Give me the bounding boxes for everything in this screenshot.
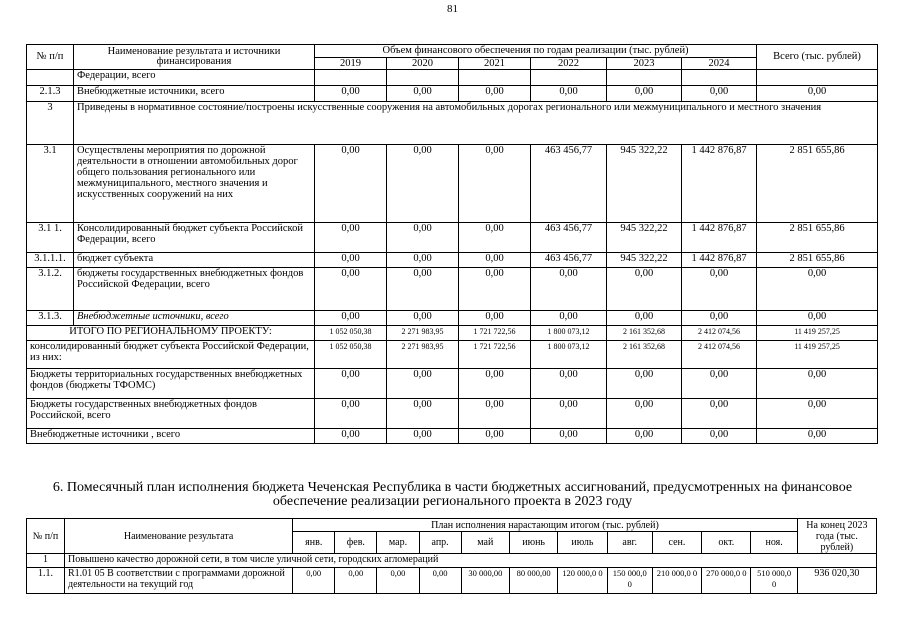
value-cell: 0,00: [607, 369, 682, 399]
table-row: [27, 70, 878, 86]
value-cell: 0,00: [607, 268, 682, 311]
value-cell: 11 419 257,25: [757, 341, 878, 369]
table-row: [27, 268, 878, 311]
col-header-month: май: [461, 532, 509, 554]
value-cell: 0,00: [459, 429, 531, 444]
value-cell: 0,00: [531, 86, 607, 102]
value-cell: 2 851 655,86: [757, 223, 878, 253]
value-cell: 0,00: [531, 311, 607, 326]
value-cell: 2 161 352,68: [607, 341, 682, 369]
value-cell: 0,00: [315, 429, 387, 444]
value-cell: 945 322,22: [607, 253, 682, 268]
col-header-month: авг.: [607, 532, 652, 554]
value-cell: 2 412 074,56: [682, 341, 757, 369]
value-cell: 0,00: [531, 429, 607, 444]
value-cell: 0,00: [315, 399, 387, 429]
row-number: 3.1.1.1.: [27, 253, 74, 268]
table-row: [27, 554, 877, 568]
value-cell: 2 412 074,56: [682, 326, 757, 341]
month-value: 210 000,0 0: [652, 568, 701, 594]
value-cell: 1 800 073,12: [531, 341, 607, 369]
value-cell: 0,00: [387, 369, 459, 399]
month-value: 120 000,0 0: [558, 568, 607, 594]
value-cell: 0,00: [607, 429, 682, 444]
month-value: 510 000,0 0: [751, 568, 797, 594]
value-cell: 2 851 655,86: [757, 145, 878, 223]
col-header-month: июль: [558, 532, 607, 554]
row-name: R1.01 05 В соответствии с программами дорожной деятельности на текущий год: [65, 568, 293, 594]
value-cell: 0,00: [387, 223, 459, 253]
row-number: 3.1.3.: [27, 311, 74, 326]
value-cell: 2 851 655,86: [757, 253, 878, 268]
month-value: 270 000,0 0: [702, 568, 751, 594]
value-cell: 0,00: [387, 86, 459, 102]
row-number: 3.1: [27, 145, 74, 223]
summary-row: [27, 429, 878, 444]
summary-label: Бюджеты территориальных государственных внебюджетных фондов (бюджеты ТФОМС): [27, 369, 315, 399]
col-header-end: На конец 2023 года (тыс. рублей): [797, 519, 876, 554]
row-name: Консолидированный бюджет субъекта Российской Федерации, всего: [74, 223, 315, 253]
month-value: 80 000,00: [509, 568, 557, 594]
summary-row: [27, 399, 878, 429]
section-heading: Приведены в нормативное состояние/построены искусственные сооружения на автомобильных дорогах регионального или межмуниципального и местного значения: [74, 102, 878, 145]
summary-row: [27, 326, 878, 341]
value-cell: 0,00: [315, 145, 387, 223]
summary-row: [27, 341, 878, 369]
col-header-name: Наименование результата: [65, 519, 293, 554]
value-cell: 1 800 073,12: [531, 326, 607, 341]
value-cell: 0,00: [459, 86, 531, 102]
table-row: [27, 223, 878, 253]
row-name: Внебюджетные источники, всего: [74, 86, 315, 102]
value-cell: 0,00: [315, 369, 387, 399]
value-cell: 0,00: [531, 268, 607, 311]
value-cell: 945 322,22: [607, 145, 682, 223]
value-cell: 0,00: [682, 268, 757, 311]
month-value: 150 000,0 0: [607, 568, 652, 594]
col-header-group: Объем финансового обеспечения по годам реализации (тыс. рублей): [315, 45, 757, 58]
table-row: [27, 311, 878, 326]
value-cell: 0,00: [757, 399, 878, 429]
month-value: 30 000,00: [461, 568, 509, 594]
value-cell: 0,00: [607, 311, 682, 326]
col-header-year: 2020: [387, 58, 459, 70]
row-name: Внебюджетные источники, всего: [74, 311, 315, 326]
table-row: [27, 253, 878, 268]
value-cell: 0,00: [682, 369, 757, 399]
value-cell: 0,00: [607, 399, 682, 429]
value-cell: 1 442 876,87: [682, 223, 757, 253]
value-cell: 2 271 983,95: [387, 326, 459, 341]
col-header-year: 2024: [682, 58, 757, 70]
summary-label: ИТОГО ПО РЕГИОНАЛЬНОМУ ПРОЕКТУ:: [27, 326, 315, 341]
value-cell: 0,00: [387, 399, 459, 429]
value-cell: 1 052 050,38: [315, 341, 387, 369]
row-name: бюджет субъекта: [74, 253, 315, 268]
value-cell: 0,00: [459, 268, 531, 311]
value-cell: 0,00: [757, 429, 878, 444]
col-header-group: План исполнения нарастающим итогом (тыс. рублей): [293, 519, 798, 532]
value-cell: 0,00: [607, 86, 682, 102]
value-cell: 0,00: [459, 369, 531, 399]
value-cell: 463 456,77: [531, 253, 607, 268]
value-cell: 0,00: [387, 311, 459, 326]
summary-label: Внебюджетные источники , всего: [27, 429, 315, 444]
value-cell: 11 419 257,25: [757, 326, 878, 341]
col-header-num: № п/п: [27, 45, 74, 70]
value-cell: 0,00: [315, 268, 387, 311]
row-number: 3: [27, 102, 74, 145]
table-row: [27, 86, 878, 102]
summary-row: [27, 369, 878, 399]
col-header-num: № п/п: [27, 519, 65, 554]
row-number: 1: [27, 554, 65, 568]
col-header-name: Наименование результата и источники финансирования: [74, 45, 315, 70]
value-cell: 0,00: [459, 223, 531, 253]
value-cell: 0,00: [387, 429, 459, 444]
value-cell: 0,00: [387, 253, 459, 268]
value-cell: 0,00: [682, 311, 757, 326]
year-end-value: 936 020,30: [797, 568, 876, 594]
value-cell: 0,00: [531, 399, 607, 429]
value-cell: 0,00: [315, 311, 387, 326]
col-header-total: Всего (тыс. рублей): [757, 45, 878, 70]
col-header-month: фев.: [335, 532, 377, 554]
row-number: 3.1.2.: [27, 268, 74, 311]
value-cell: 1 442 876,87: [682, 145, 757, 223]
summary-label: консолидированный бюджет субъекта Российской Федерации, из них:: [27, 341, 315, 369]
value-cell: 2 271 983,95: [387, 341, 459, 369]
value-cell: 0,00: [757, 311, 878, 326]
col-header-year: 2019: [315, 58, 387, 70]
row-name: Осуществлены мероприятия по дорожной деятельности в отношении автомобильных дорог общего пользования регионального или межмуниципального, местного значения и искусственных сооружений на них: [74, 145, 315, 223]
value-cell: 0,00: [459, 311, 531, 326]
section-title: 6. Помесячный план исполнения бюджета Чеченская Республика в части бюджетных ассигнований, предусмотренных на финансовое обеспечение реализации регионального проекта в 2023 году: [52, 480, 853, 509]
month-value: 0,00: [335, 568, 377, 594]
value-cell: 0,00: [757, 86, 878, 102]
value-cell: 0,00: [387, 145, 459, 223]
col-header-year: 2021: [459, 58, 531, 70]
month-value: 0,00: [293, 568, 335, 594]
value-cell: 0,00: [682, 86, 757, 102]
col-header-month: янв.: [293, 532, 335, 554]
monthly-plan-table: [26, 518, 877, 594]
col-header-month: июнь: [509, 532, 557, 554]
value-cell: 945 322,22: [607, 223, 682, 253]
row-number: 2.1.3: [27, 86, 74, 102]
value-cell: 0,00: [531, 369, 607, 399]
col-header-year: 2022: [531, 58, 607, 70]
row-number: 3.1 1.: [27, 223, 74, 253]
col-header-month: окт.: [702, 532, 751, 554]
col-header-year: 2023: [607, 58, 682, 70]
value-cell: 0,00: [315, 223, 387, 253]
value-cell: 0,00: [315, 86, 387, 102]
section-heading: Повышено качество дорожной сети, в том числе уличной сети, городских агломераций: [65, 554, 877, 568]
table-row: [27, 102, 878, 145]
value-cell: 1 721 722,56: [459, 341, 531, 369]
value-cell: 0,00: [757, 369, 878, 399]
month-value: 0,00: [377, 568, 419, 594]
value-cell: 0,00: [387, 268, 459, 311]
value-cell: 0,00: [459, 145, 531, 223]
value-cell: 1 721 722,56: [459, 326, 531, 341]
page-number: 81: [447, 3, 458, 15]
value-cell: 0,00: [682, 429, 757, 444]
financing-table: [26, 44, 878, 444]
value-cell: 1 442 876,87: [682, 253, 757, 268]
col-header-month: апр.: [419, 532, 461, 554]
table-row: [27, 145, 878, 223]
col-header-month: сен.: [652, 532, 701, 554]
value-cell: 0,00: [315, 253, 387, 268]
value-cell: 1 052 050,38: [315, 326, 387, 341]
row-name: бюджеты государственных внебюджетных фондов Российской Федерации, всего: [74, 268, 315, 311]
value-cell: 2 161 352,68: [607, 326, 682, 341]
month-value: 0,00: [419, 568, 461, 594]
value-cell: 0,00: [757, 268, 878, 311]
value-cell: 463 456,77: [531, 223, 607, 253]
row-name: Федерации, всего: [74, 70, 315, 86]
table-row: [27, 568, 877, 594]
summary-label: Бюджеты государственных внебюджетных фондов Российской, всего: [27, 399, 315, 429]
col-header-month: мар.: [377, 532, 419, 554]
value-cell: 0,00: [682, 399, 757, 429]
col-header-month: ноя.: [751, 532, 797, 554]
value-cell: 463 456,77: [531, 145, 607, 223]
row-number: 1.1.: [27, 568, 65, 594]
value-cell: 0,00: [459, 399, 531, 429]
row-number: [27, 70, 74, 86]
value-cell: 0,00: [459, 253, 531, 268]
